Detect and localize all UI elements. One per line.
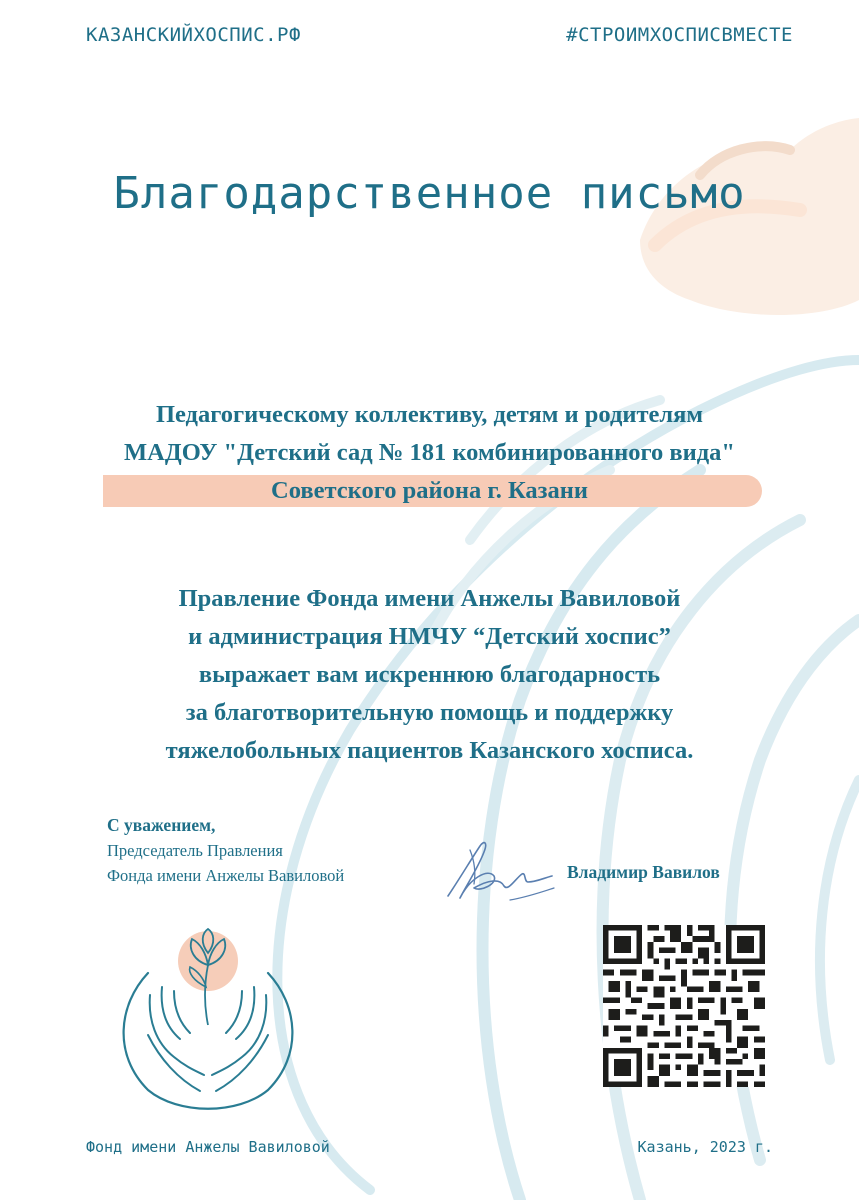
message-line: Правление Фонда имени Анжелы Вавиловой <box>178 585 681 612</box>
signer-organization: Фонда имени Анжелы Вавиловой <box>107 866 345 885</box>
message-line: выражает вам искреннюю благодарность <box>198 661 661 688</box>
signature-icon <box>440 838 560 908</box>
message-line: и администрация НМЧУ “Детский хоспис” <box>188 623 671 650</box>
hashtag: #СТРОИМХОСПИСВМЕСТЕ <box>566 24 793 46</box>
message-line: за благотворительную помощь и поддержку <box>185 699 674 726</box>
signer-name: Владимир Вавилов <box>567 862 720 882</box>
hands-flower-logo-icon <box>108 925 308 1115</box>
signer-position: Председатель Правления <box>107 841 283 860</box>
recipient-block <box>0 396 859 510</box>
greeting: С уважением, <box>107 815 216 835</box>
message-line: тяжелобольных пациентов Казанского хосписа. <box>165 737 694 764</box>
recipient-line: МАДОУ "Детский сад № 181 комбинированного вида" <box>124 439 735 466</box>
site-url: КАЗАНСКИЙХОСПИС.РФ <box>86 24 301 46</box>
foundation-name: Фонд имени Анжелы Вавиловой <box>86 1138 330 1156</box>
qr-code-icon <box>603 925 765 1087</box>
recipient-line: Педагогическому коллективу, детям и родителям <box>155 401 704 428</box>
message-block <box>0 580 859 770</box>
recipient-highlight-line <box>97 472 762 510</box>
letter-title: Благодарственное письмо <box>113 168 746 219</box>
closing-block <box>107 812 344 888</box>
place-date: Казань, 2023 г. <box>637 1138 773 1156</box>
recipient-district: Советского района г. Казани <box>271 477 588 504</box>
